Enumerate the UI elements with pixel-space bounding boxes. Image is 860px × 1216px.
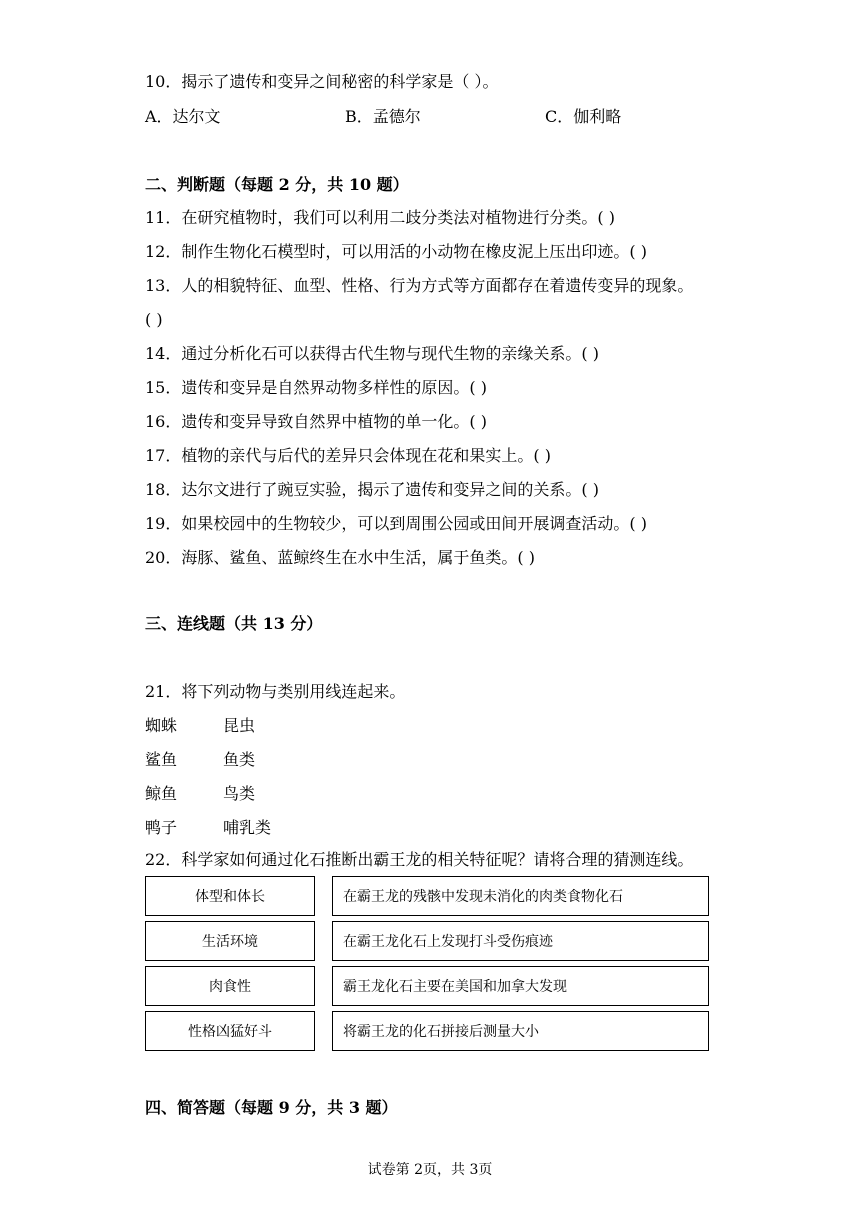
question-15: 15．遗传和变异是自然界动物多样性的原因。( ) [145,378,487,397]
question-18: 18．达尔文进行了豌豆实验，揭示了遗传和变异之间的关系。( ) [145,480,599,499]
question-17: 17．植物的亲代与后代的差异只会体现在花和果实上。( ) [145,446,551,465]
question-22: 22．科学家如何通过化石推断出霸王龙的相关特征呢？请将合理的猜测连线。 [145,850,694,869]
evidence-box: 在霸王龙化石上发现打斗受伤痕迹 [332,921,709,961]
q10-option-c: C．伽利略 [545,107,622,126]
q10-option-b: B．孟德尔 [345,107,421,126]
question-14: 14．通过分析化石可以获得古代生物与现代生物的亲缘关系。( ) [145,344,599,363]
question-19: 19．如果校园中的生物较少，可以到周围公园或田间开展调查活动。( ) [145,514,647,533]
page-footer: 试卷第 2页，共 3页 [367,1162,493,1178]
animal-item: 鲨鱼 [145,750,178,769]
question-21: 21．将下列动物与类别用线连起来。 [145,682,406,701]
category-item: 鸟类 [223,784,256,803]
animal-item: 鸭子 [145,818,178,837]
animal-item: 蜘蛛 [145,716,178,735]
evidence-box: 霸王龙化石主要在美国和加拿大发现 [332,966,709,1006]
question-12: 12．制作生物化石模型时，可以用活的小动物在橡皮泥上压出印迹。( ) [145,242,647,261]
section-2-heading: 二、判断题（每题 2 分，共 10 题） [145,175,409,194]
question-10: 10．揭示了遗传和变异之间秘密的科学家是（ ）。 [145,72,499,91]
q10-option-a: A．达尔文 [145,107,221,126]
question-13: 13．人的相貌特征、血型、性格、行为方式等方面都存在着遗传变异的现象。 [145,276,694,295]
animal-item: 鲸鱼 [145,784,178,803]
trait-box: 生活环境 [145,921,315,961]
evidence-box: 将霸王龙的化石拼接后测量大小 [332,1011,709,1051]
question-11: 11．在研究植物时，我们可以利用二歧分类法对植物进行分类。( ) [145,208,615,227]
evidence-box: 在霸王龙的残骸中发现未消化的肉类食物化石 [332,876,709,916]
question-13-blank: ( ) [145,310,163,329]
question-20: 20．海豚、鲨鱼、蓝鲸终生在水中生活，属于鱼类。( ) [145,548,535,567]
section-3-heading: 三、连线题（共 13 分） [145,614,323,633]
category-item: 鱼类 [223,750,256,769]
trait-box: 体型和体长 [145,876,315,916]
category-item: 哺乳类 [223,818,272,837]
trait-box: 肉食性 [145,966,315,1006]
section-4-heading: 四、简答题（每题 9 分，共 3 题） [145,1098,398,1117]
category-item: 昆虫 [223,716,256,735]
trait-box: 性格凶猛好斗 [145,1011,315,1051]
question-16: 16．遗传和变异导致自然界中植物的单一化。( ) [145,412,487,431]
